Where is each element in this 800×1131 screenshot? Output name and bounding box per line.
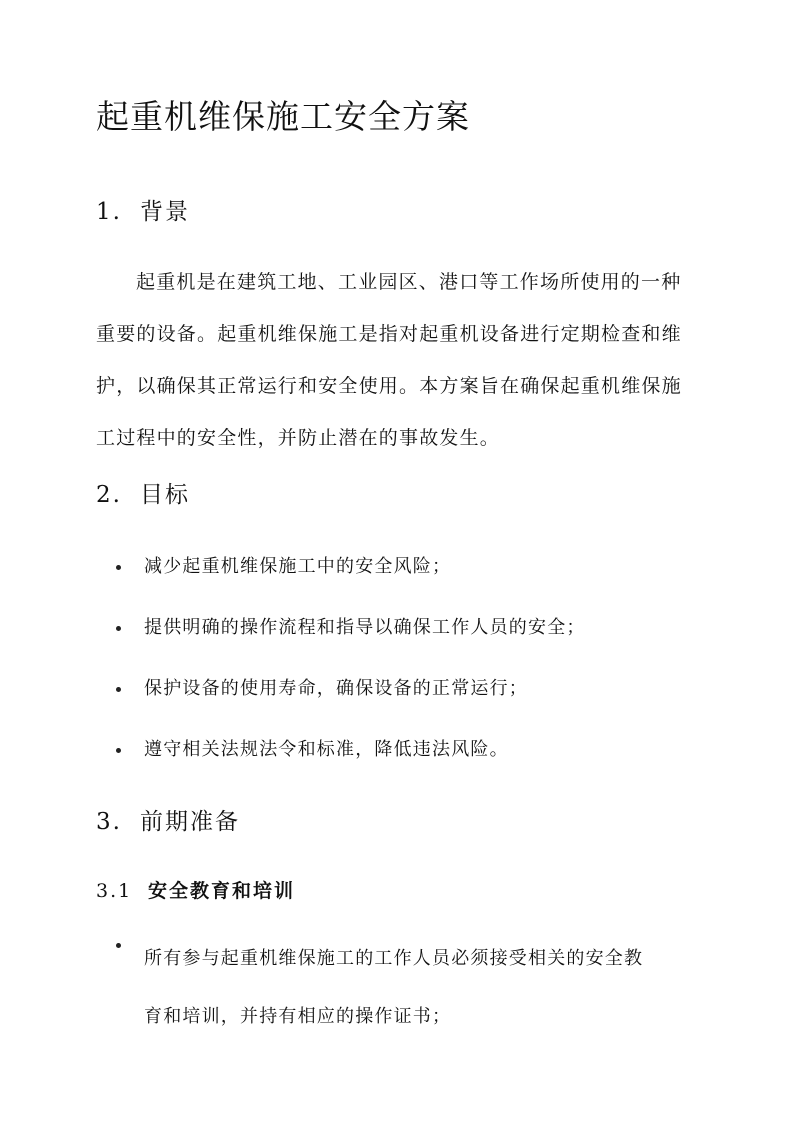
- bullet-dot-icon: [116, 943, 121, 948]
- list-item-text: 所有参与起重机维保施工的工作人员必须接受相关的安全教: [144, 948, 644, 969]
- list-item-text: 育和培训，并持有相应的操作证书；: [144, 1006, 452, 1027]
- subsection-number: 3.1: [96, 880, 133, 902]
- subsection-heading-training: [96, 877, 295, 905]
- paragraph-line: 起重机是在建筑工地、工业园区、港口等工作场所使用的一种: [136, 271, 682, 293]
- section-heading-preparation: [96, 806, 240, 838]
- section-title: 前期准备: [140, 809, 240, 835]
- list-item-text: 保护设备的使用寿命，确保设备的正常运行；: [144, 678, 528, 699]
- section-title: 目标: [140, 482, 190, 508]
- section-title: 背景: [140, 199, 190, 225]
- bullet-dot-icon: [116, 565, 121, 570]
- bullet-dot-icon: [116, 687, 121, 692]
- paragraph-line: 护，以确保其正常运行和安全使用。本方案旨在确保起重机维保施: [96, 375, 682, 397]
- list-item: [114, 930, 704, 1046]
- list-item: [114, 613, 704, 643]
- list-item-text: 减少起重机维保施工中的安全风险；: [144, 556, 452, 577]
- paragraph-line: 重要的设备。起重机维保施工是指对起重机设备进行定期检查和维: [96, 323, 682, 345]
- goals-list: [114, 552, 704, 796]
- document-title: 起重机维保施工安全方案: [96, 97, 470, 136]
- background-paragraph: [96, 256, 700, 464]
- section-number: 3.: [96, 809, 122, 835]
- section-number: 2.: [96, 482, 122, 508]
- list-item: [114, 735, 704, 765]
- list-item-text: 遵守相关法规法令和标准，降低违法风险。: [144, 739, 509, 760]
- bullet-dot-icon: [116, 748, 121, 753]
- training-list: [114, 944, 704, 1046]
- paragraph-line: 工过程中的安全性，并防止潜在的事故发生。: [96, 427, 501, 449]
- section-number: 1.: [96, 199, 122, 225]
- subsection-title: 安全教育和培训: [148, 880, 296, 902]
- section-heading-goals: [96, 479, 190, 511]
- list-item: [114, 674, 704, 704]
- section-heading-background: [96, 196, 190, 228]
- list-item-text: 提供明确的操作流程和指导以确保工作人员的安全；: [144, 617, 586, 638]
- list-item: [114, 552, 704, 582]
- bullet-dot-icon: [116, 626, 121, 631]
